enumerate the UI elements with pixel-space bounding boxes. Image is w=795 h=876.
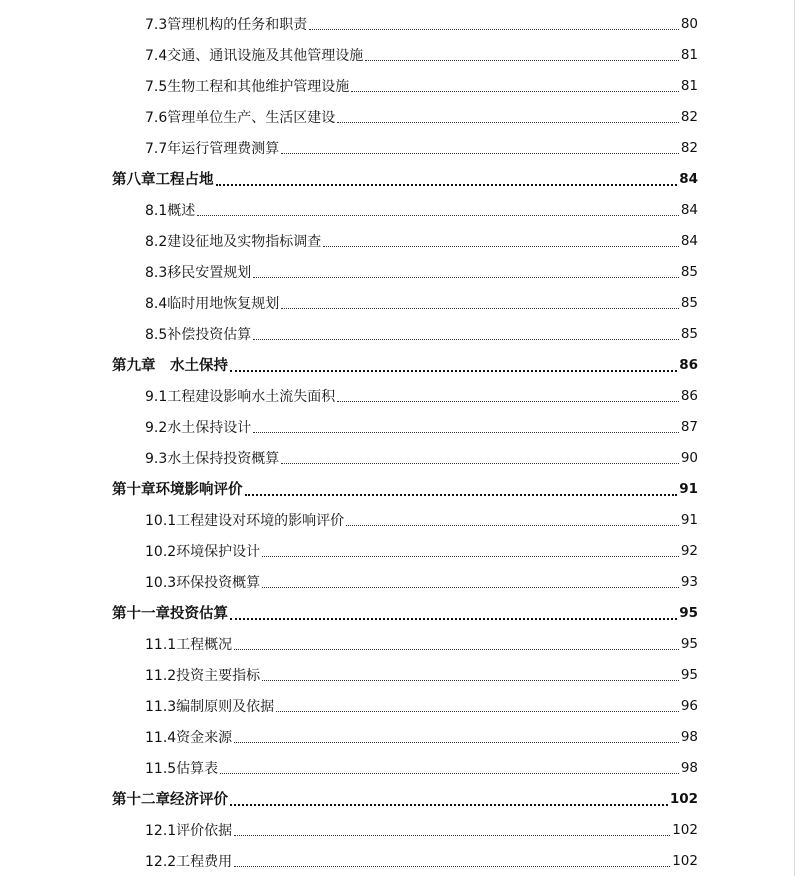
toc-page-number: 98 [680,728,698,745]
toc-entry-title: 10.2环境保护设计 [145,543,261,560]
toc-page-number: 81 [680,77,698,94]
toc-page-number: 102 [672,821,698,838]
toc-entry-title: 9.1工程建设影响水土流失面积 [145,388,336,405]
toc-dot-leader [234,865,670,867]
toc-page-number: 90 [680,449,698,466]
toc-chapter-title: 第十章环境影响评价 [112,482,243,498]
toc-dot-leader [253,276,679,278]
toc-page-number: 81 [680,46,698,63]
toc-dot-leader [323,245,679,247]
toc-entry-11-4[interactable] [0,721,795,752]
toc-entry-9-3[interactable] [0,442,795,473]
toc-chapter-12[interactable] [0,783,795,814]
toc-entry-10-3[interactable] [0,566,795,597]
toc-entry-title: 12.1评价依据 [145,822,233,839]
toc-dot-leader [253,338,679,340]
toc-entry-title: 8.1概述 [145,202,196,219]
toc-entry-8-1[interactable] [0,194,795,225]
toc-chapter-8[interactable] [0,163,795,194]
toc-entry-title: 7.6管理单位生产、生活区建设 [145,109,336,126]
toc-entry-title: 11.3编制原则及依据 [145,698,275,715]
toc-page-number: 102 [669,790,698,807]
toc-entry-title: 8.4临时用地恢复规划 [145,295,280,312]
toc-entry-title: 8.5补偿投资估算 [145,326,252,343]
toc-page-number: 95 [680,635,698,652]
toc-entry-title: 8.2建设征地及实物指标调查 [145,233,322,250]
toc-page-number: 85 [680,263,698,280]
toc-entry-7-6[interactable] [0,101,795,132]
toc-entry-9-2[interactable] [0,411,795,442]
toc-entry-12-2[interactable] [0,845,795,876]
toc-dot-leader [365,59,679,61]
toc-entry-title: 11.2投资主要指标 [145,667,261,684]
toc-entry-11-5[interactable] [0,752,795,783]
toc-dot-leader [216,183,678,186]
toc-dot-leader [262,679,679,681]
toc-entry-title: 7.7年运行管理费测算 [145,140,280,157]
toc-chapter-title: 第十二章经济评价 [112,792,228,808]
toc-entry-title: 7.4交通、通讯设施及其他管理设施 [145,47,364,64]
toc-entry-title: 10.1工程建设对环境的影响评价 [145,512,345,529]
toc-entry-11-3[interactable] [0,690,795,721]
toc-entry-title: 9.3水土保持投资概算 [145,450,280,467]
toc-dot-leader [281,462,679,464]
toc-entry-12-1[interactable] [0,814,795,845]
toc-dot-leader [234,741,679,743]
toc-entry-title: 11.5估算表 [145,760,219,777]
toc-dot-leader [309,28,679,30]
toc-entry-9-1[interactable] [0,380,795,411]
toc-page-number: 86 [679,356,698,373]
toc-entry-7-7[interactable] [0,132,795,163]
toc-dot-leader [281,307,679,309]
toc-dot-leader [230,617,677,620]
toc-dot-leader [197,214,679,216]
toc-chapter-title: 第八章工程占地 [112,172,214,188]
toc-entry-title: 11.4资金来源 [145,729,233,746]
toc-dot-leader [220,772,679,774]
toc-dot-leader [262,586,679,588]
toc-entry-8-3[interactable] [0,256,795,287]
toc-entry-7-4[interactable] [0,39,795,70]
toc-page-number: 87 [680,418,698,435]
toc-dot-leader [351,90,679,92]
toc-dot-leader [262,555,679,557]
toc-page-number: 82 [680,139,698,156]
toc-entry-title: 12.2工程费用 [145,853,233,870]
toc-entry-title: 11.1工程概况 [145,636,233,653]
toc-chapter-title: 第九章 水土保持 [112,358,228,374]
table-of-contents [0,8,795,876]
toc-entry-10-2[interactable] [0,535,795,566]
toc-dot-leader [337,400,679,402]
toc-entry-10-1[interactable] [0,504,795,535]
toc-dot-leader [234,648,679,650]
toc-entry-title: 9.2水土保持设计 [145,419,252,436]
toc-chapter-11[interactable] [0,597,795,628]
toc-entry-11-2[interactable] [0,659,795,690]
toc-page-number: 93 [680,573,698,590]
toc-dot-leader [230,369,677,372]
toc-page-number: 80 [680,15,698,32]
toc-entry-title: 8.3移民安置规划 [145,264,252,281]
toc-page-number: 86 [680,387,698,404]
toc-page-number: 85 [680,294,698,311]
toc-dot-leader [230,803,668,806]
toc-dot-leader [281,152,679,154]
toc-chapter-10[interactable] [0,473,795,504]
toc-dot-leader [276,710,679,712]
toc-page-number: 95 [680,666,698,683]
toc-page-number: 98 [680,759,698,776]
toc-page-number: 91 [680,511,698,528]
toc-page-number: 84 [680,232,698,249]
toc-entry-title: 7.5生物工程和其他维护管理设施 [145,78,350,95]
toc-dot-leader [337,121,679,123]
toc-entry-8-4[interactable] [0,287,795,318]
toc-dot-leader [234,834,670,836]
toc-chapter-9[interactable] [0,349,795,380]
toc-entry-11-1[interactable] [0,628,795,659]
toc-page-number: 84 [679,170,698,187]
toc-dot-leader [346,524,679,526]
toc-page-number: 84 [680,201,698,218]
toc-page-number: 91 [679,480,698,497]
toc-entry-title: 10.3环保投资概算 [145,574,261,591]
toc-page-number: 85 [680,325,698,342]
toc-chapter-title: 第十一章投资估算 [112,606,228,622]
toc-entry-8-5[interactable] [0,318,795,349]
toc-page-number: 102 [672,852,698,869]
toc-dot-leader [253,431,679,433]
toc-entry-7-3[interactable] [0,8,795,39]
toc-page-number: 95 [679,604,698,621]
toc-page-number: 92 [680,542,698,559]
toc-entry-title: 7.3管理机构的任务和职责 [145,16,308,33]
toc-entry-7-5[interactable] [0,70,795,101]
toc-page-number: 96 [680,697,698,714]
toc-page-number: 82 [680,108,698,125]
toc-entry-8-2[interactable] [0,225,795,256]
toc-dot-leader [245,493,678,496]
